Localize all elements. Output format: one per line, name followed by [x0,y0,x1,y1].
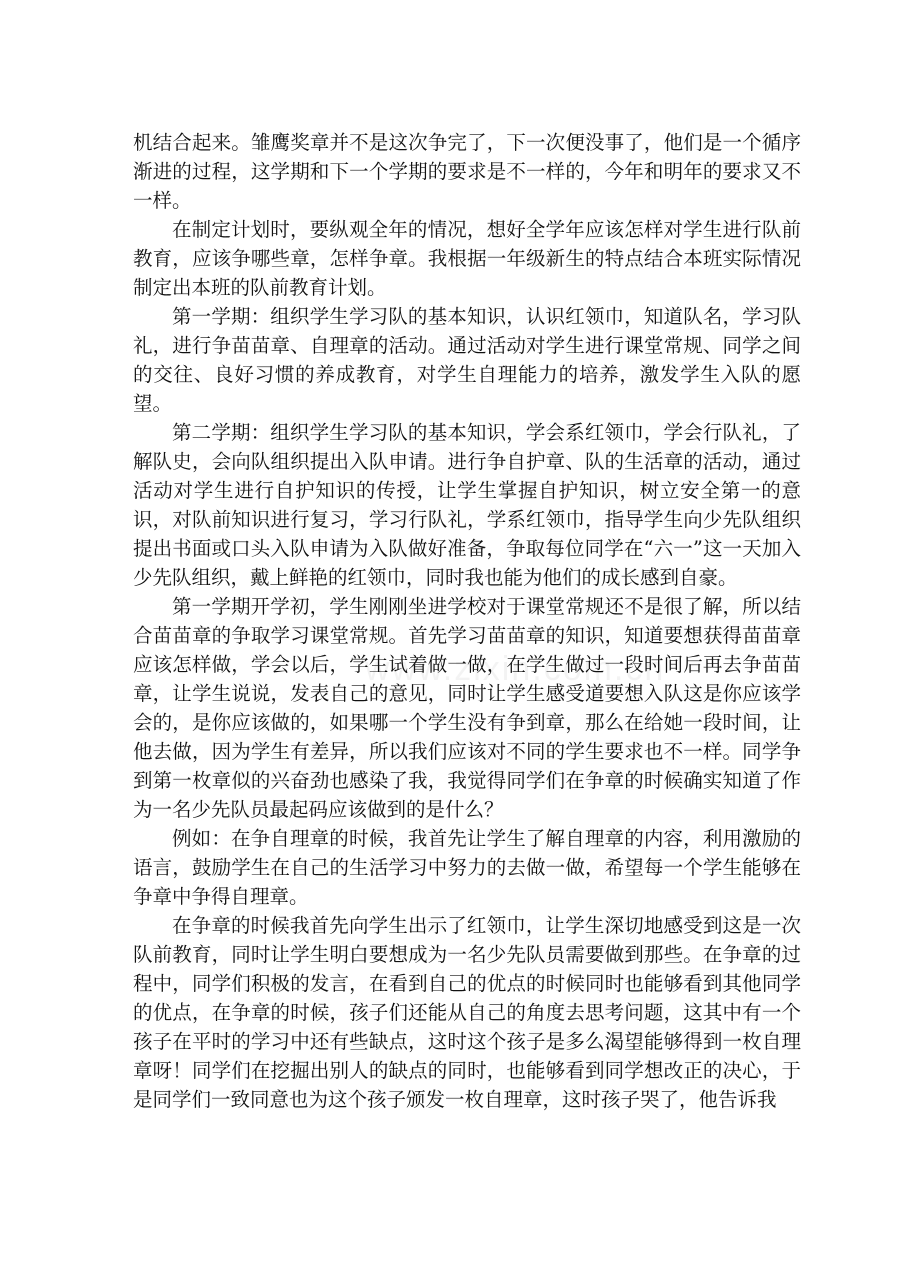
paragraph-1: 机结合起来。雏鹰奖章并不是这次争完了，下一次便没事了，他们是一个循序渐进的过程，这学期和下一个学期的要求是不一样的，今年和明年的要求又不一样。 [133,131,801,212]
paragraph-4: 第二学期：组织学生学习队的基本知识，学会系红领巾，学会行队礼，了解队史，会向队组织提出入队申请。进行争自护章、队的生活章的活动，通过活动对学生进行自护知识的传授，让学生掌握自护知识，树立安全第一的意识，对队前知识进行复习，学习行队礼，学系红领巾，指导学生向少先队组织提出书面或口头入队申请为入队做好准备，争取每位同学在“六一”这一天加入少先队组织，戴上鲜艳的红领巾，同时我也能为他们的成长感到自豪。 [133,421,801,589]
paragraph-3: 第一学期：组织学生学习队的基本知识，认识红领巾，知道队名，学习队礼，进行争苗苗章、自理章的活动。通过活动对学生进行课堂常规、同学之间的交往、良好习惯的养成教育，对学生自理能力的培养，激发学生入队的愿望。 [133,305,801,415]
paragraph-6: 例如：在争自理章的时候，我首先让学生了解自理章的内容，利用激励的语言，鼓励学生在自己的生活学习中努力的去做一做，希望每一个学生能够在争章中争得自理章。 [133,827,801,908]
paragraph-5: 第一学期开学初，学生刚刚坐进学校对于课堂常规还不是很了解，所以结合苗苗章的争取学习课堂常规。首先学习苗苗章的知识，知道要想获得苗苗章应该怎样做，学会以后，学生试着做一做，在学生做过一段时间后再去争苗苗章，让学生说说，发表自己的意见，同时让学生感受道要想入队这是你应该学会的，是你应该做的，如果哪一个学生没有争到章，那么在给她一段时间，让他去做，因为学生有差异，所以我们应该对不同的学生要求也不一样。同学争到第一枚章似的兴奋劲也感染了我，我觉得同学们在争章的时候确实知道了作为一名少先队员最起码应该做到的是什么？ [133,595,801,821]
document-body [133,128,801,1114]
paragraph-2: 在制定计划时，要纵观全年的情况，想好全学年应该怎样对学生进行队前教育，应该争哪些章，怎样争章。我根据一年级新生的特点结合本班实际情况制定出本班的队前教育计划。 [133,218,801,299]
paragraph-7: 在争章的时候我首先向学生出示了红领巾，让学生深切地感受到这是一次队前教育，同时让学生明白要想成为一名少先队员需要做到那些。在争章的过程中，同学们积极的发言，在看到自己的优点的时候同时也能够看到其他同学的优点，在争章的时候，孩子们还能从自己的角度去思考问题，这其中有一个孩子在平时的学习中还有些缺点，这时这个孩子是多么渴望能够得到一枚自理章呀！同学们在挖掘出别人的缺点的同时，也能够看到同学想改正的决心，于是同学们一致同意也为这个孩子颁发一枚自理章，这时孩子哭了，他告诉我 [133,914,801,1111]
